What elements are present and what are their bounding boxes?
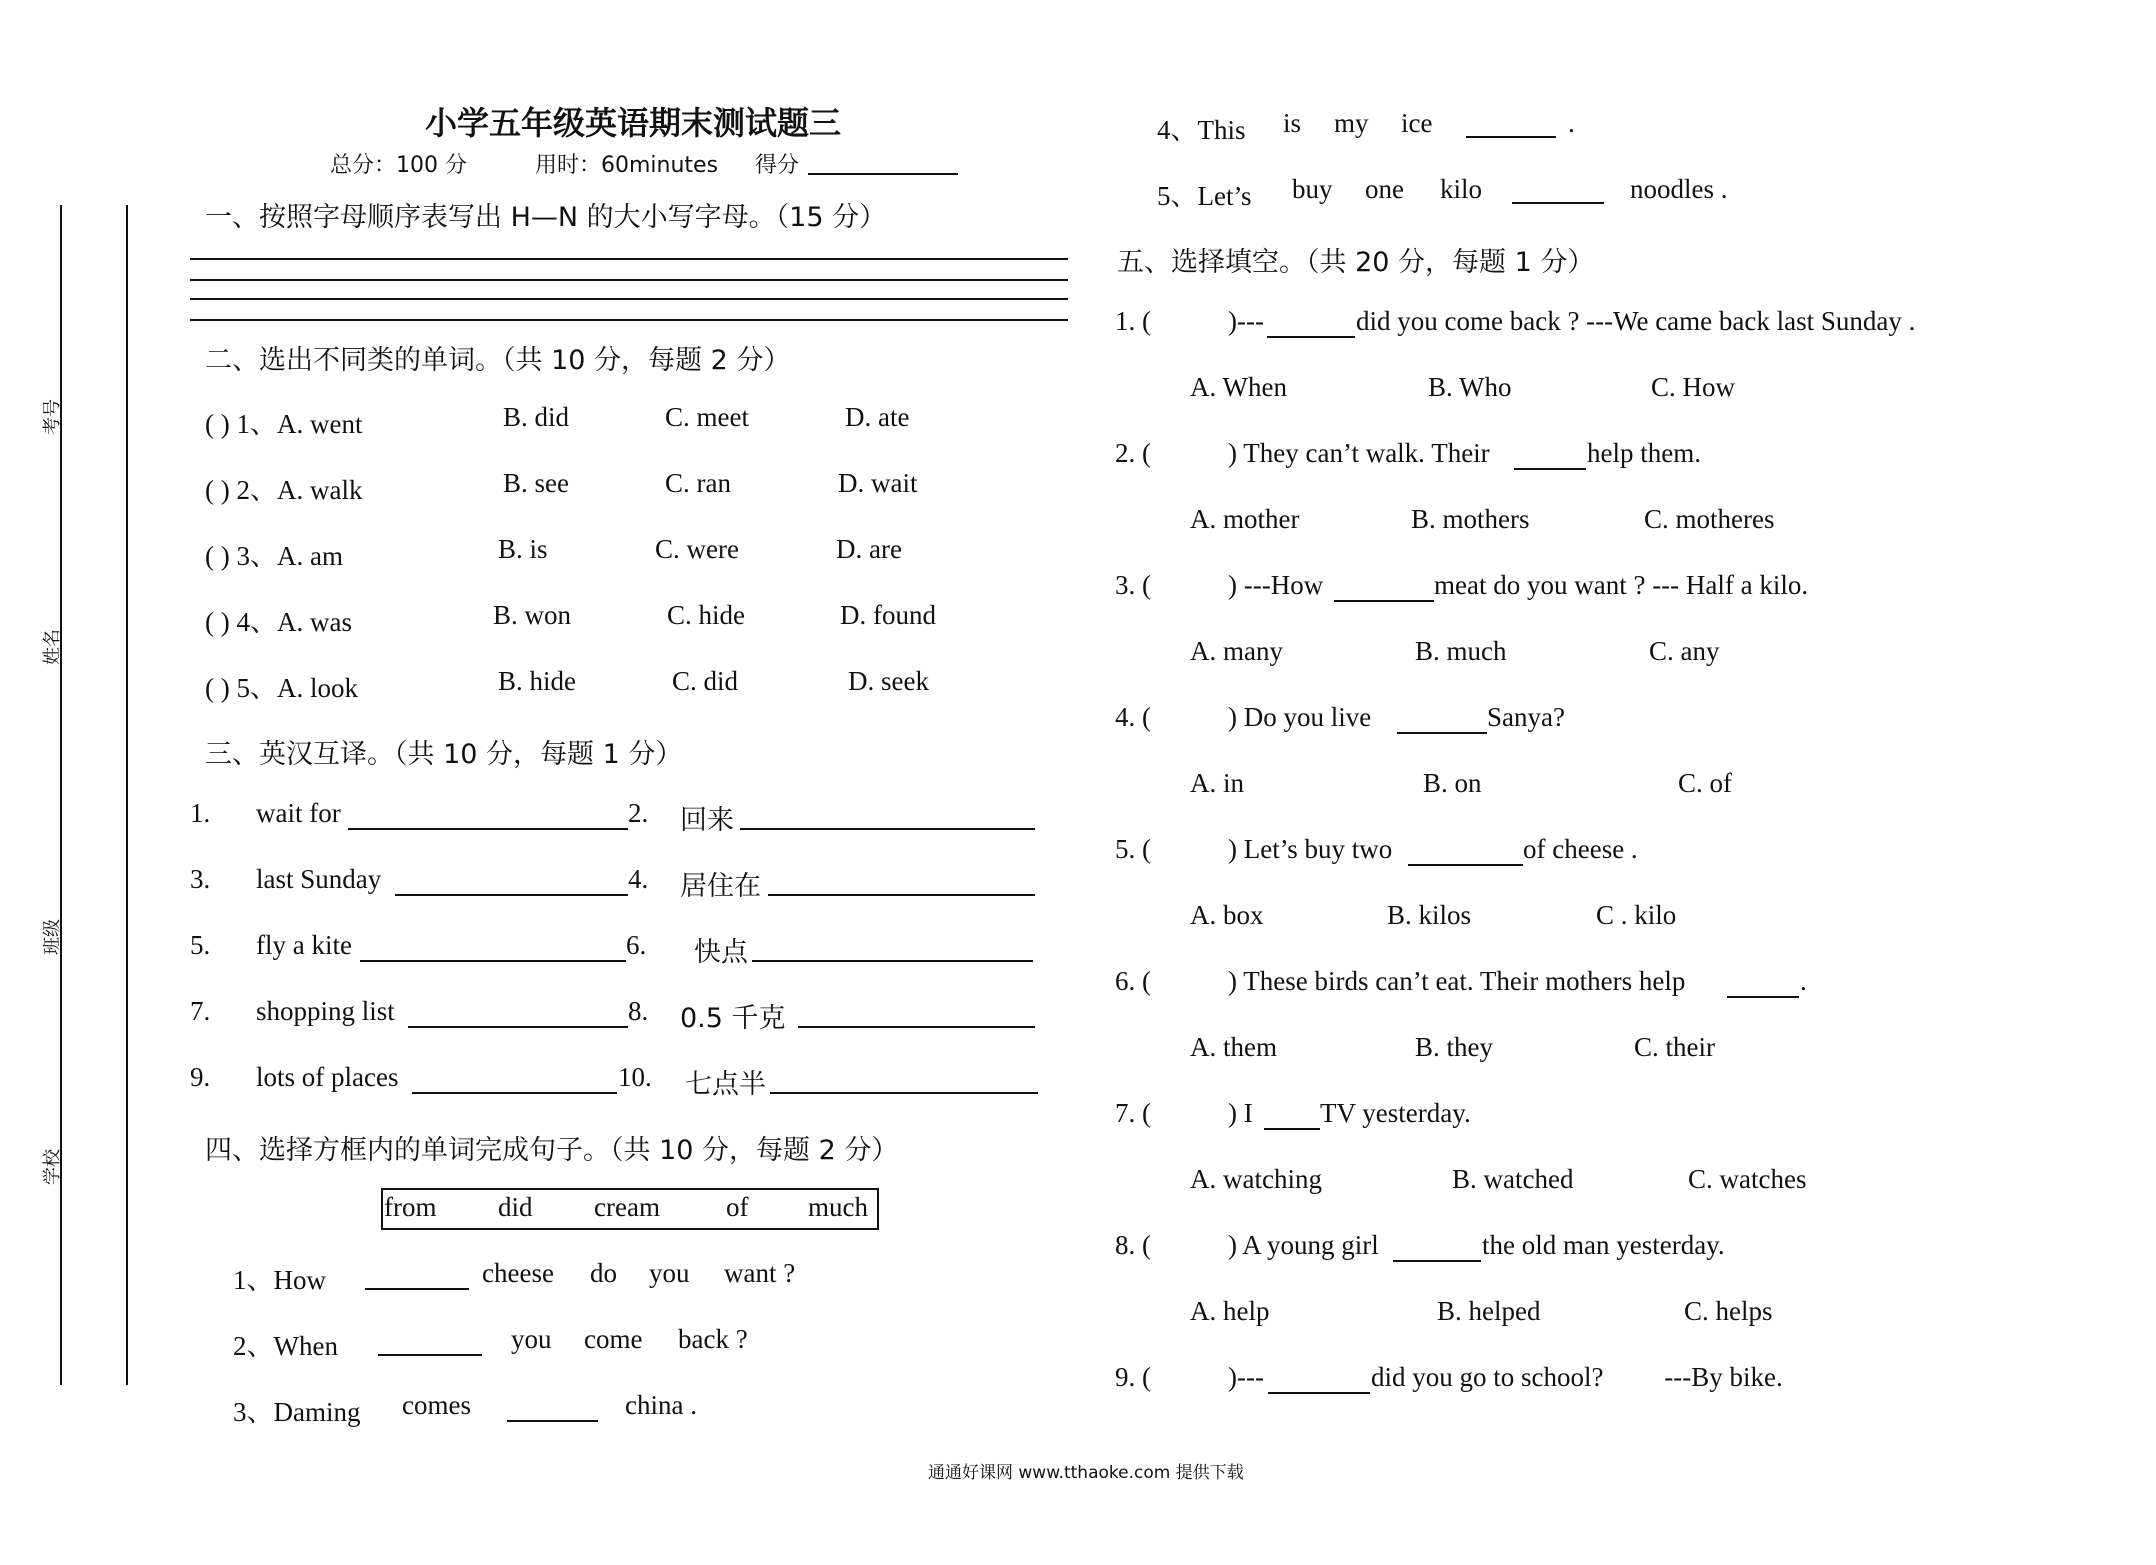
side-label-school: 学校	[42, 1149, 63, 1185]
page-title: 小学五年级英语期末测试题三	[425, 104, 842, 142]
s5-q4-pre: ) Do you live	[1228, 702, 1372, 732]
s4-q2-b: you	[511, 1324, 552, 1354]
total-score: 总分：100 分	[330, 153, 467, 178]
s4-q2-c: come	[584, 1324, 643, 1354]
s5-q7-num: 7. (	[1115, 1098, 1151, 1128]
binding-line-outer	[60, 205, 62, 1385]
s5-q8-opt-c: C. helps	[1684, 1296, 1773, 1326]
s3-blank-10[interactable]	[770, 1092, 1038, 1094]
section4-heading: 四、选择方框内的单词完成句子。（共 10 分，每题 2 分）	[205, 1135, 899, 1166]
s2-item-5-c: C. did	[672, 666, 739, 696]
s4-q5-a: 5、Let’s	[1157, 181, 1252, 211]
writing-line-4[interactable]	[190, 319, 1068, 321]
word-bank-from: from	[384, 1192, 437, 1222]
s4-q4-a: 4、This	[1157, 115, 1246, 145]
s2-item-3-d: D. are	[836, 534, 902, 564]
s2-item-2-d: D. wait	[838, 468, 918, 498]
s3-term-5: fly a kite	[256, 930, 352, 960]
s5-q5-post: of cheese .	[1523, 834, 1638, 864]
s5-q1-opt-c: C. How	[1651, 372, 1736, 402]
s5-q9-post: did you go to school? ---By bike.	[1371, 1362, 1783, 1392]
s5-q3-post: meat do you want ? --- Half a kilo.	[1434, 570, 1809, 600]
s3-num-7: 7.	[190, 996, 211, 1026]
s5-q5-blank[interactable]	[1408, 864, 1523, 866]
s5-q9-blank[interactable]	[1268, 1392, 1370, 1394]
section1-heading: 一、按照字母顺序表写出 H—N 的大小写字母。（15 分）	[205, 202, 887, 233]
s5-q6-opt-b: B. they	[1415, 1032, 1493, 1062]
s3-num-2: 2.	[628, 798, 649, 828]
s5-q5-opt-a: A. box	[1190, 900, 1264, 930]
s2-item-1-d: D. ate	[845, 402, 910, 432]
s5-q8-num: 8. (	[1115, 1230, 1151, 1260]
s5-q1-pre: )---	[1228, 306, 1264, 336]
s2-item-4-c: C. hide	[667, 600, 745, 630]
s5-q7-blank[interactable]	[1264, 1128, 1320, 1130]
s5-q5-opt-b: B. kilos	[1387, 900, 1472, 930]
s5-q2-post: help them.	[1587, 438, 1701, 468]
side-label-name: 姓名	[42, 629, 63, 665]
s5-q1-post: did you come back ? ---We came back last Sunday .	[1356, 306, 1916, 336]
s4-q1-d: you	[649, 1258, 690, 1288]
s5-q3-opt-b: B. much	[1415, 636, 1507, 666]
s5-q3-pre: ) ---How	[1228, 570, 1324, 600]
s2-item-5-d: D. seek	[848, 666, 929, 696]
s4-q3-b: comes	[402, 1390, 471, 1420]
s5-q8-opt-b: B. helped	[1437, 1296, 1541, 1326]
s3-blank-7[interactable]	[408, 1026, 628, 1028]
s5-q7-opt-b: B. watched	[1452, 1164, 1574, 1194]
s3-term-7: shopping list	[256, 996, 395, 1026]
s5-q6-opt-a: A. them	[1190, 1032, 1277, 1062]
word-bank-of: of	[726, 1192, 749, 1222]
s5-q6-blank[interactable]	[1727, 996, 1799, 998]
s5-q7-pre: ) I	[1228, 1098, 1253, 1128]
s5-q1-blank[interactable]	[1267, 336, 1355, 338]
s2-item-4-d: D. found	[840, 600, 936, 630]
s2-item-1-b: B. did	[503, 402, 570, 432]
s3-term-8: 0.5 千克	[680, 1003, 786, 1034]
s4-q4-e: .	[1568, 108, 1575, 138]
s5-q8-pre: ) A young girl	[1228, 1230, 1379, 1260]
s3-blank-4[interactable]	[768, 894, 1035, 896]
s4-q4-blank[interactable]	[1466, 136, 1556, 138]
s4-q3-blank[interactable]	[507, 1420, 598, 1422]
s5-q2-blank[interactable]	[1514, 468, 1586, 470]
s4-q5-blank[interactable]	[1512, 202, 1604, 204]
s4-q5-b: buy	[1292, 174, 1333, 204]
s5-q6-opt-c: C. their	[1634, 1032, 1715, 1062]
s5-q3-blank[interactable]	[1334, 600, 1434, 602]
s2-item-1-c: C. meet	[665, 402, 749, 432]
s4-q4-b: is	[1283, 108, 1302, 138]
s2-item-2-a: ( ) 2、A. walk	[205, 475, 363, 505]
s5-q5-num: 5. (	[1115, 834, 1151, 864]
s5-q1-num: 1. (	[1115, 306, 1151, 336]
s5-q7-opt-a: A. watching	[1190, 1164, 1322, 1194]
section5-heading: 五、选择填空。（共 20 分，每题 1 分）	[1117, 247, 1595, 278]
word-bank-did: did	[498, 1192, 533, 1222]
s5-q1-opt-a: A. When	[1190, 372, 1287, 402]
s3-num-1: 1.	[190, 798, 211, 828]
s2-item-4-a: ( ) 4、A. was	[205, 607, 352, 637]
s4-q5-c: one	[1365, 174, 1404, 204]
s5-q7-post: TV yesterday.	[1320, 1098, 1471, 1128]
s2-item-5-a: ( ) 5、A. look	[205, 673, 358, 703]
s4-q3-a: 3、Daming	[233, 1397, 361, 1427]
s5-q2-num: 2. (	[1115, 438, 1151, 468]
s5-q4-post: Sanya?	[1487, 702, 1565, 732]
s5-q4-num: 4. (	[1115, 702, 1151, 732]
s5-q3-num: 3. (	[1115, 570, 1151, 600]
s4-q1-e: want ?	[724, 1258, 796, 1288]
s4-q2-d: back ?	[678, 1324, 748, 1354]
s2-item-5-b: B. hide	[498, 666, 576, 696]
s5-q2-pre: ) They can’t walk. Their	[1228, 438, 1490, 468]
writing-line-2[interactable]	[190, 279, 1068, 281]
s2-item-3-b: B. is	[498, 534, 548, 564]
writing-line-3[interactable]	[190, 298, 1068, 300]
side-label-class: 班级	[42, 919, 63, 955]
time-limit: 用时：60minutes	[535, 153, 719, 178]
s2-item-2-b: B. see	[503, 468, 569, 498]
s4-q1-blank[interactable]	[365, 1288, 469, 1290]
s5-q5-opt-c: C . kilo	[1596, 900, 1677, 930]
s2-item-2-c: C. ran	[665, 468, 731, 498]
s3-blank-9[interactable]	[412, 1092, 617, 1094]
footer-credit: 通通好课网 www.tthaoke.com 提供下载	[928, 1463, 1244, 1483]
word-bank-cream: cream	[594, 1192, 660, 1222]
s3-num-3: 3.	[190, 864, 211, 894]
s4-q1-c: do	[590, 1258, 617, 1288]
s3-num-6: 6.	[626, 930, 647, 960]
s5-q8-blank[interactable]	[1393, 1260, 1481, 1262]
s2-item-3-a: ( ) 3、A. am	[205, 541, 343, 571]
s4-q1-a: 1、How	[233, 1265, 326, 1295]
s5-q9-num: 9. (	[1115, 1362, 1151, 1392]
section2-heading: 二、选出不同类的单词。（共 10 分，每题 2 分）	[205, 345, 791, 376]
s3-blank-5[interactable]	[360, 960, 626, 962]
s3-term-4: 居住在	[680, 871, 761, 902]
s5-q2-opt-b: B. mothers	[1411, 504, 1530, 534]
s5-q8-post: the old man yesterday.	[1482, 1230, 1725, 1260]
s3-term-10: 七点半	[685, 1069, 766, 1100]
s2-item-3-c: C. were	[655, 534, 739, 564]
s5-q6-num: 6. (	[1115, 966, 1151, 996]
s3-num-5: 5.	[190, 930, 211, 960]
word-bank-much: much	[808, 1192, 868, 1222]
s3-num-9: 9.	[190, 1062, 211, 1092]
s5-q6-pre: ) These birds can’t eat. Their mothers help	[1228, 966, 1686, 996]
section3-heading: 三、英汉互译。（共 10 分，每题 1 分）	[205, 739, 683, 770]
score-label: 得分	[755, 153, 800, 178]
s5-q4-blank[interactable]	[1397, 732, 1487, 734]
s5-q8-opt-a: A. help	[1190, 1296, 1270, 1326]
s3-num-10: 10.	[618, 1062, 652, 1092]
s3-term-1: wait for	[256, 798, 341, 828]
s3-term-3: last Sunday	[256, 864, 382, 894]
s5-q3-opt-a: A. many	[1190, 636, 1283, 666]
s3-blank-6[interactable]	[752, 960, 1033, 962]
s5-q9-pre: )---	[1228, 1362, 1264, 1392]
s4-q2-blank[interactable]	[378, 1354, 482, 1356]
s3-blank-1[interactable]	[348, 828, 628, 830]
s3-term-2: 回来	[680, 805, 734, 836]
s2-item-4-b: B. won	[493, 600, 572, 630]
s5-q4-opt-c: C. of	[1678, 768, 1732, 798]
s3-term-9: lots of places	[256, 1062, 399, 1092]
score-blank[interactable]	[808, 173, 958, 175]
s3-blank-2[interactable]	[740, 828, 1035, 830]
side-label-exam-no: 考号	[42, 399, 63, 435]
s5-q1-opt-b: B. Who	[1428, 372, 1512, 402]
s4-q4-d: ice	[1401, 108, 1433, 138]
s3-term-6: 快点	[694, 937, 748, 968]
s3-num-4: 4.	[628, 864, 649, 894]
s4-q5-e: noodles .	[1630, 174, 1728, 204]
s3-blank-8[interactable]	[798, 1026, 1035, 1028]
s5-q2-opt-c: C. motheres	[1644, 504, 1775, 534]
s5-q4-opt-a: A. in	[1190, 768, 1244, 798]
s5-q2-opt-a: A. mother	[1190, 504, 1300, 534]
s5-q4-opt-b: B. on	[1423, 768, 1482, 798]
s4-q4-c: my	[1334, 108, 1369, 138]
s3-num-8: 8.	[628, 996, 649, 1026]
s4-q3-c: china .	[625, 1390, 697, 1420]
s4-q2-a: 2、When	[233, 1331, 338, 1361]
s3-blank-3[interactable]	[395, 894, 628, 896]
s4-q1-b: cheese	[482, 1258, 554, 1288]
binding-line-inner	[126, 205, 128, 1385]
s5-q5-pre: ) Let’s buy two	[1228, 834, 1393, 864]
s5-q3-opt-c: C. any	[1649, 636, 1720, 666]
s2-item-1-a: ( ) 1、A. went	[205, 409, 363, 439]
s4-q5-d: kilo	[1440, 174, 1483, 204]
writing-line-1[interactable]	[190, 258, 1068, 260]
s5-q7-opt-c: C. watches	[1688, 1164, 1807, 1194]
s5-q6-post: .	[1800, 966, 1807, 996]
